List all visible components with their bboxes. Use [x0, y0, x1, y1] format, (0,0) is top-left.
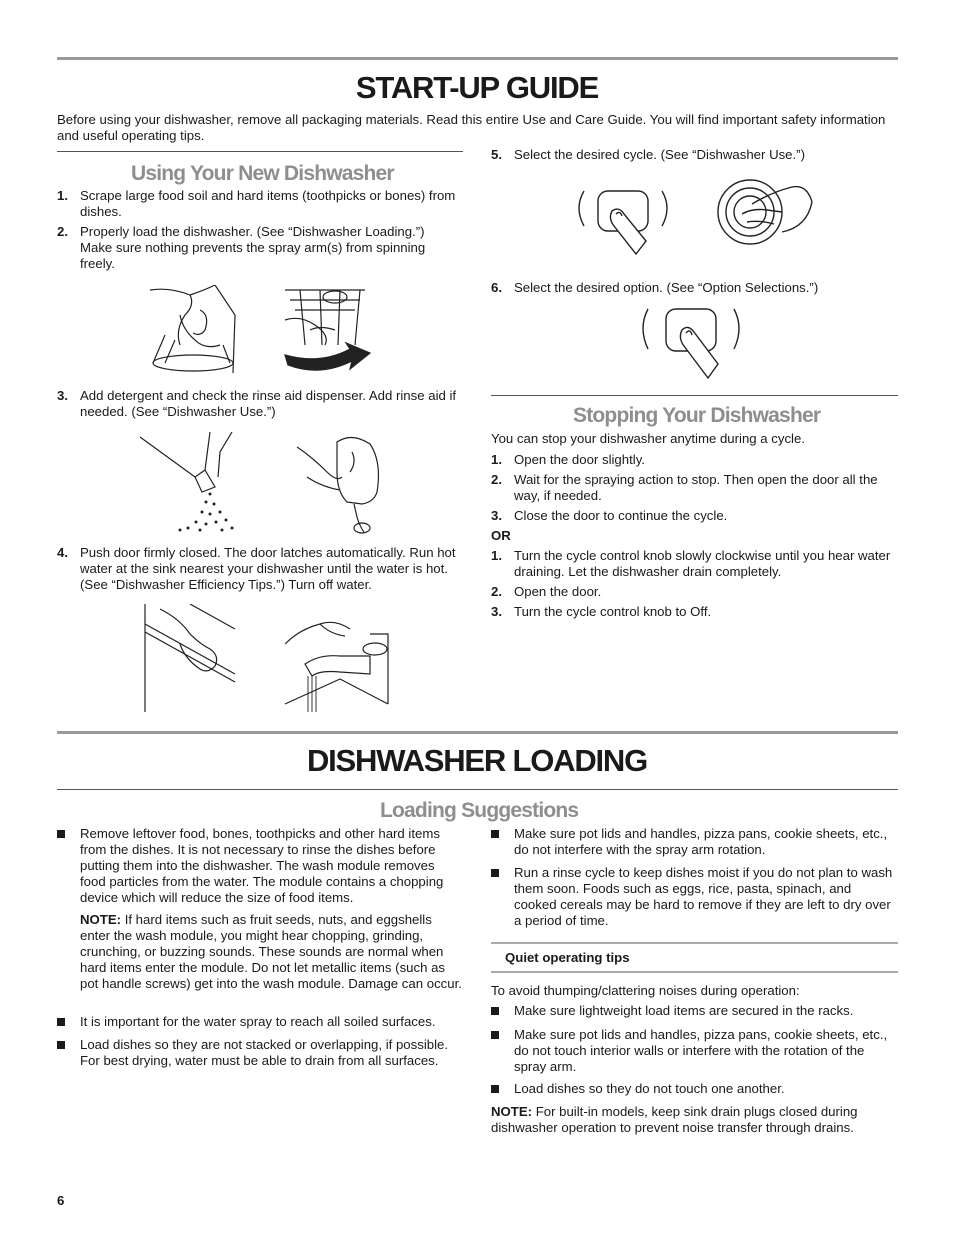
scrape-dishes-illustration [145, 285, 240, 373]
stopping-heading: Stopping Your Dishwasher [573, 404, 821, 427]
step-2 [57, 224, 457, 272]
bullet-text: Make sure lightweight load items are secured in the racks. [514, 1003, 854, 1018]
step-text: Select the desired cycle. (See “Dishwasher Use.”) [514, 147, 805, 162]
step-text: Turn the cycle control knob slowly clockwise until you hear water draining. Let the dishwasher drain completely. [514, 548, 891, 579]
bullet-text: Remove leftover food, bones, toothpicks and other hard items from the dishes. It is not necessary to rinse the dishes before putting them into the dishwasher. The wash module removes food particles from the water. The module contains a chopping device which will reduce the size of food items. [80, 826, 444, 905]
select-option-illustration [638, 306, 748, 381]
step-6 [491, 280, 896, 296]
step-number: 3. [491, 604, 502, 619]
run-water-illustration [280, 604, 390, 714]
bullet-text: It is important for the water spray to reach all soiled surfaces. [80, 1014, 436, 1029]
bullet-text: Make sure pot lids and handles, pizza pans, cookie sheets, etc., do not interfere with the spray arm rotation. [514, 826, 888, 857]
left-bullet-1 [57, 826, 462, 906]
quiet-heading: Quiet operating tips [505, 950, 630, 965]
note-label: NOTE: [491, 1104, 533, 1119]
step-number: 2. [491, 584, 502, 599]
stopping-rule [491, 395, 898, 396]
bullet-text: Run a rinse cycle to keep dishes moist if you do not plan to wash them soon. Foods such as eggs, rice, pasta, spinach, and cooked cereals may be hard to remove if they are left to dry over a period of time. [514, 865, 893, 928]
step-number: 2. [491, 472, 502, 487]
step-number: 2. [57, 224, 68, 239]
bullet-square-icon [491, 1007, 499, 1015]
loading-top-rule [57, 731, 898, 734]
step-number: 6. [491, 280, 502, 295]
bullet-square-icon [491, 869, 499, 877]
step-text: Add detergent and check the rinse aid dispenser. Add rinse aid if needed. (See “Dishwasher Use.”) [80, 388, 457, 419]
bullet-square-icon [491, 1085, 499, 1093]
quiet-intro: To avoid thumping/clattering noises during operation: [491, 983, 800, 998]
stop-step-a1 [491, 452, 896, 468]
bullet-square-icon [57, 1018, 65, 1026]
bullet-text: Load dishes so they are not stacked or overlapping, if possible. For best drying, water must be able to drain from all surfaces. [80, 1037, 449, 1068]
quiet-top-rule [491, 942, 898, 944]
stop-step-a3 [491, 508, 896, 524]
left-bullet-2 [57, 1014, 467, 1030]
bullet-square-icon [491, 1031, 499, 1039]
suggestions-heading: Loading Suggestions [380, 799, 579, 822]
stopping-intro: You can stop your dishwasher anytime during a cycle. [491, 431, 805, 446]
step-number: 1. [491, 452, 502, 467]
quiet-bullet-2 [491, 1027, 897, 1075]
step-4 [57, 545, 462, 593]
bullet-text: Load dishes so they do not touch one another. [514, 1081, 785, 1096]
left-section-rule [57, 151, 463, 152]
step-text: Open the door. [514, 584, 602, 599]
step-number: 1. [57, 188, 68, 203]
step-text: Open the door slightly. [514, 452, 645, 467]
step-number: 3. [57, 388, 68, 403]
quiet-bullet-1 [491, 1003, 897, 1019]
step-5 [491, 147, 896, 163]
bullet-square-icon [57, 830, 65, 838]
step-number: 5. [491, 147, 502, 162]
note-label: NOTE: [80, 912, 122, 927]
step-text: Wait for the spraying action to stop. Then open the door all the way, if needed. [514, 472, 878, 503]
startup-intro: Before using your dishwasher, remove all packaging materials. Read this entire Use and Care Guide. You will find important safety information and useful operating tips. [57, 112, 886, 143]
bullet-text: Make sure pot lids and handles, pizza pans, cookie sheets, etc., do not touch interior walls or interfere with the rotation of the spray arm. [514, 1027, 888, 1074]
step-text: Close the door to continue the cycle. [514, 508, 728, 523]
turn-knob-illustration [712, 172, 817, 262]
startup-title: START-UP GUIDE [355, 70, 599, 105]
stop-step-a2 [491, 472, 896, 504]
step-text: Push door firmly closed. The door latches automatically. Run hot water at the sink nearest your dishwasher until the water is hot. (See “Dishwasher Efficiency Tips.”) Turn off water. [80, 545, 456, 592]
note-text: For built-in models, keep sink drain plugs closed during dishwasher operation to prevent noise transfer through drains. [491, 1104, 858, 1135]
load-rack-illustration [280, 285, 375, 373]
step-text: Properly load the dishwasher. (See “Dishwasher Loading.”) Make sure nothing prevents the spray arm(s) from spinning freely. [80, 224, 426, 271]
stop-step-b2 [491, 584, 896, 600]
note-text: If hard items such as fruit seeds, nuts, and eggshells enter the wash module, you might hear chopping, grinding, crunching, or buzzing sounds. These sounds are normal when hard items enter the module. Do not let metallic items (such as pot handle screws) get into the wash module. Damage can occur. [80, 912, 462, 991]
step-number: 3. [491, 508, 502, 523]
right-bullet-2 [491, 865, 897, 929]
quiet-bottom-rule [491, 971, 898, 973]
right-bullet-1 [491, 826, 897, 858]
step-text: Select the desired option. (See “Option Selections.”) [514, 280, 819, 295]
step-text: Turn the cycle control knob to Off. [514, 604, 712, 619]
or-label: OR [491, 528, 511, 543]
step-number: 4. [57, 545, 68, 560]
loading-rule [57, 789, 898, 790]
pour-detergent-illustration [140, 432, 245, 534]
step-1 [57, 188, 457, 220]
step-number: 1. [491, 548, 502, 563]
top-rule [57, 57, 898, 60]
stop-step-b3 [491, 604, 896, 620]
bullet-square-icon [491, 830, 499, 838]
note-1 [80, 912, 464, 992]
loading-title: DISHWASHER LOADING [306, 743, 648, 778]
quiet-bullet-3 [491, 1081, 897, 1097]
close-door-illustration [140, 604, 240, 714]
step-text: Scrape large food soil and hard items (toothpicks or bones) from dishes. [80, 188, 456, 219]
step-3 [57, 388, 457, 420]
press-button-illustration [574, 186, 674, 256]
note-2 [491, 1104, 896, 1136]
bullet-square-icon [57, 1041, 65, 1049]
stop-step-b1 [491, 548, 896, 580]
left-bullet-3 [57, 1037, 464, 1069]
using-heading: Using Your New Dishwasher [131, 162, 394, 185]
page-number: 6 [57, 1193, 65, 1208]
rinse-aid-illustration [292, 432, 387, 534]
